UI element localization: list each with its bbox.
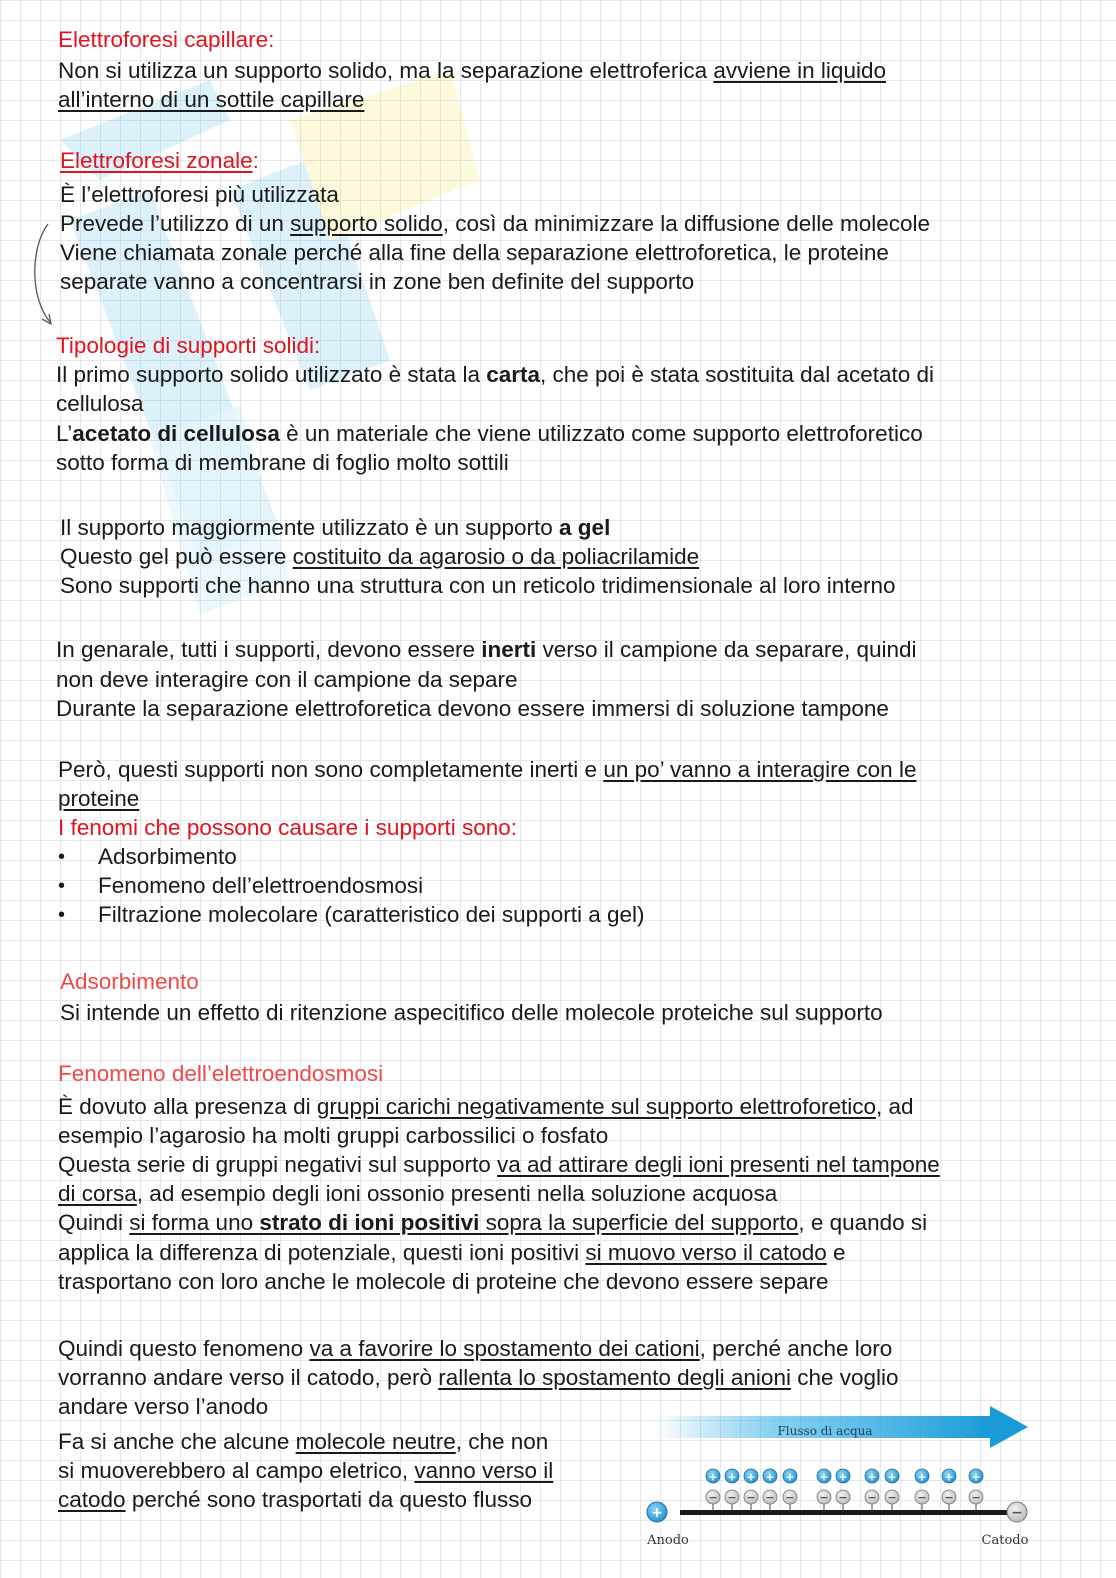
elettroendosmosi-line-3 [58, 1150, 940, 1179]
inerti-line-1 [56, 635, 917, 664]
text-segment: , così da minimizzare la diffusione delle molecole [442, 211, 931, 236]
conclusione-line-2 [58, 1363, 899, 1392]
underlined-text: vanno verso il [414, 1458, 554, 1483]
anode-label: Anodo [647, 1533, 689, 1548]
tipologie-line-4: sotto forma di membrane di foglio molto sottili [56, 450, 509, 475]
text-segment: , ad esempio degli ioni ossonio presenti nella soluzione acquosa [136, 1181, 778, 1206]
conclusione-line-6 [58, 1485, 532, 1514]
underlined-text: sopra la superficie del supporto [479, 1210, 799, 1235]
positive-ion-sign: + [917, 1470, 927, 1484]
elettroendosmosi-line-2: esempio l’agarosio ha molti gruppi carbossilici o fosfato [58, 1123, 609, 1148]
text-segment: Non si utilizza un supporto solido, ma la separazione elettroferica [58, 58, 714, 83]
text-segment: si muoverebbero al campo eletrico, [58, 1458, 415, 1483]
zonale-line-1: È l’elettroforesi più utilizzata [60, 182, 339, 207]
underlined-text: rallenta lo spostamento degli anioni [438, 1365, 791, 1390]
text-segment: In genarale, tutti i supporti, devono essere [56, 637, 482, 662]
text-segment: , che non [455, 1429, 549, 1454]
bullet-1: • [58, 846, 66, 868]
text-segment: È dovuto alla presenza di [58, 1094, 317, 1119]
text-segment: Il supporto maggiormente utilizzato è un supporto [60, 515, 560, 540]
underlined-text: va a favorire lo spostamento dei cationi [309, 1336, 700, 1361]
text-segment: L’ [56, 421, 73, 446]
title-colon: : [252, 148, 259, 173]
negative-group-sign: − [746, 1491, 756, 1504]
negative-group-sign: − [917, 1491, 927, 1504]
flow-arrow-label: Flusso di acqua [777, 1424, 873, 1438]
positive-ion-sign: + [887, 1470, 897, 1484]
conclusione-line-3: andare verso l’anodo [58, 1394, 269, 1419]
section-title-elettroendosmosi: Fenomeno dell’elettroendosmosi [58, 1061, 384, 1086]
underlined-text: avviene in liquido [713, 58, 886, 83]
positive-ion-sign: + [708, 1470, 718, 1484]
underlined-text: supporto solido [290, 211, 443, 236]
text-segment: vorranno andare verso il catodo, però [58, 1365, 439, 1390]
positive-ion-sign: + [819, 1470, 829, 1484]
elettroendosmosi-line-5 [58, 1208, 927, 1237]
underlined-text: si forma uno [129, 1210, 260, 1235]
text-segment: applica la differenza di potenziale, questi ioni positivi [58, 1240, 586, 1265]
underlined-text: un po’ vanno a interagire con le [603, 757, 917, 782]
support-bar [680, 1510, 1015, 1515]
negative-group-sign: − [765, 1491, 775, 1504]
text-segment: e [826, 1240, 846, 1265]
underlined-text: gruppi carichi negativamente sul supporto elettroforetico [316, 1094, 876, 1119]
elettroendosmosi-line-6 [58, 1238, 846, 1267]
underlined-text: di corsa [58, 1181, 137, 1206]
gel-line-1 [60, 513, 610, 542]
negative-group-sign: − [838, 1491, 848, 1504]
underlined-text: va ad attirare degli ioni presenti nel tampone [497, 1152, 940, 1177]
underlined-text: costituito da agarosio o da poliacrilamide [292, 544, 700, 569]
zonale-line-4: separate vanno a concentrarsi in zone ben definite del supporto [60, 269, 695, 294]
negative-group-sign: − [867, 1491, 877, 1504]
inerti-line-3: Durante la separazione elettroforetica devono essere immersi di soluzione tampone [56, 696, 889, 721]
negative-group-sign: − [727, 1491, 737, 1504]
cathode-electrode [1007, 1502, 1027, 1522]
tipologie-line-3 [56, 419, 923, 448]
text-segment: , e quando si [798, 1210, 928, 1235]
positive-ion-sign: + [765, 1470, 775, 1484]
conclusione-line-5 [58, 1456, 553, 1485]
positive-ion-sign: + [785, 1470, 795, 1484]
zonale-line-3: Viene chiamata zonale perché alla fine della separazione elettroforetica, le proteine [60, 240, 889, 265]
positive-ion-sign: + [746, 1470, 756, 1484]
negative-group-sign: − [819, 1491, 829, 1504]
positive-ion-sign: + [867, 1470, 877, 1484]
underlined-text: catodo [58, 1487, 126, 1512]
text-segment: , che poi è stata sostituita dal acetato di [540, 362, 935, 387]
positive-ion-sign: + [944, 1470, 954, 1484]
ion-layer [706, 1469, 983, 1511]
text-segment: Quindi questo fenomeno [58, 1336, 310, 1361]
bold-text: acetato di cellulosa [72, 421, 280, 446]
text-segment: è un materiale che viene utilizzato come supporto elettroforetico [279, 421, 923, 446]
elettroendosmosi-line-1 [58, 1092, 914, 1121]
bold-text: inerti [481, 637, 537, 662]
negative-group-sign: − [785, 1491, 795, 1504]
capillare-line-2 [58, 85, 364, 114]
positive-ion-sign: + [971, 1470, 981, 1484]
section-title-fenomeni: I fenomi che possono causare i supporti sono: [58, 815, 518, 840]
text-segment: Quindi [58, 1210, 130, 1235]
positive-ion-sign: + [727, 1470, 737, 1484]
text-segment: perché sono trasportati da questo flusso [125, 1487, 533, 1512]
section-title-zonale [60, 146, 259, 175]
gel-line-2 [60, 542, 699, 571]
conclusione-line-4 [58, 1427, 548, 1456]
text-segment: Però, questi supporti non sono completamente inerti e [58, 757, 604, 782]
text-segment: , perché anche loro [699, 1336, 893, 1361]
underlined-text: proteine [58, 786, 140, 811]
bullet-item-2: Fenomeno dell’elettroendosmosi [98, 873, 424, 898]
conclusione-line-1 [58, 1334, 892, 1363]
negative-group-sign: − [971, 1491, 981, 1504]
tipologie-line-1 [56, 360, 934, 389]
inerti-line-2: non deve interagire con il campione da separe [56, 667, 518, 692]
anode-plus-sign: + [651, 1505, 663, 1521]
text-segment: Fa si anche che alcune [58, 1429, 296, 1454]
bold-text: a gel [559, 515, 611, 540]
bullet-2: • [58, 875, 66, 897]
bold-text: carta [486, 362, 541, 387]
fenomeni-line-2 [58, 784, 139, 813]
capillare-line-1 [58, 56, 886, 85]
negative-group-sign: − [944, 1491, 954, 1504]
tipologie-line-2: cellulosa [56, 391, 144, 416]
text-segment: verso il campione da separare, quindi [536, 637, 917, 662]
text-segment: che voglio [790, 1365, 899, 1390]
text-segment: Prevede l’utilizzo di un [60, 211, 291, 236]
adsorbimento-line-1: Si intende un effetto di ritenzione aspecitifico delle molecole proteiche sul supporto [60, 1000, 883, 1025]
zonale-line-2 [60, 209, 930, 238]
anode-electrode [647, 1502, 667, 1522]
underlined-title: Elettroforesi zonale [60, 148, 253, 173]
bullet-item-3: Filtrazione molecolare (caratteristico dei supporti a gel) [98, 902, 645, 927]
negative-group-sign: − [708, 1491, 718, 1504]
underlined-text: molecole neutre [295, 1429, 456, 1454]
text-segment: Questo gel può essere [60, 544, 293, 569]
positive-ion-sign: + [838, 1470, 848, 1484]
electroendosmosis-figure [635, 1400, 1045, 1560]
text-segment: Il primo supporto solido utilizzato è stata la [56, 362, 487, 387]
section-title-capillare: Elettroforesi capillare: [58, 27, 275, 52]
text-segment: Questa serie di gruppi negativi sul supporto [58, 1152, 498, 1177]
cathode-label: Catodo [981, 1533, 1029, 1548]
underlined-text: all’interno di un sottile capillare [58, 87, 365, 112]
section-title-adsorbimento: Adsorbimento [60, 969, 199, 994]
negative-group-sign: − [887, 1491, 897, 1504]
cathode-minus-sign: − [1011, 1505, 1023, 1521]
elettroendosmosi-line-4 [58, 1179, 777, 1208]
bullet-3: • [58, 904, 66, 926]
bullet-item-1: Adsorbimento [98, 844, 237, 869]
elettroendosmosi-line-7: trasportano con loro anche le molecole di proteine che devono essere separe [58, 1269, 829, 1294]
underlined-text: si muovo verso il catodo [585, 1240, 827, 1265]
fenomeni-line-1 [58, 755, 916, 784]
section-title-tipologie: Tipologie di supporti solidi: [56, 333, 321, 358]
text-segment: , ad [875, 1094, 914, 1119]
bold-underlined-text: strato di ioni positivi [259, 1210, 480, 1235]
gel-line-3: Sono supporti che hanno una struttura con un reticolo tridimensionale al loro interno [60, 573, 896, 598]
